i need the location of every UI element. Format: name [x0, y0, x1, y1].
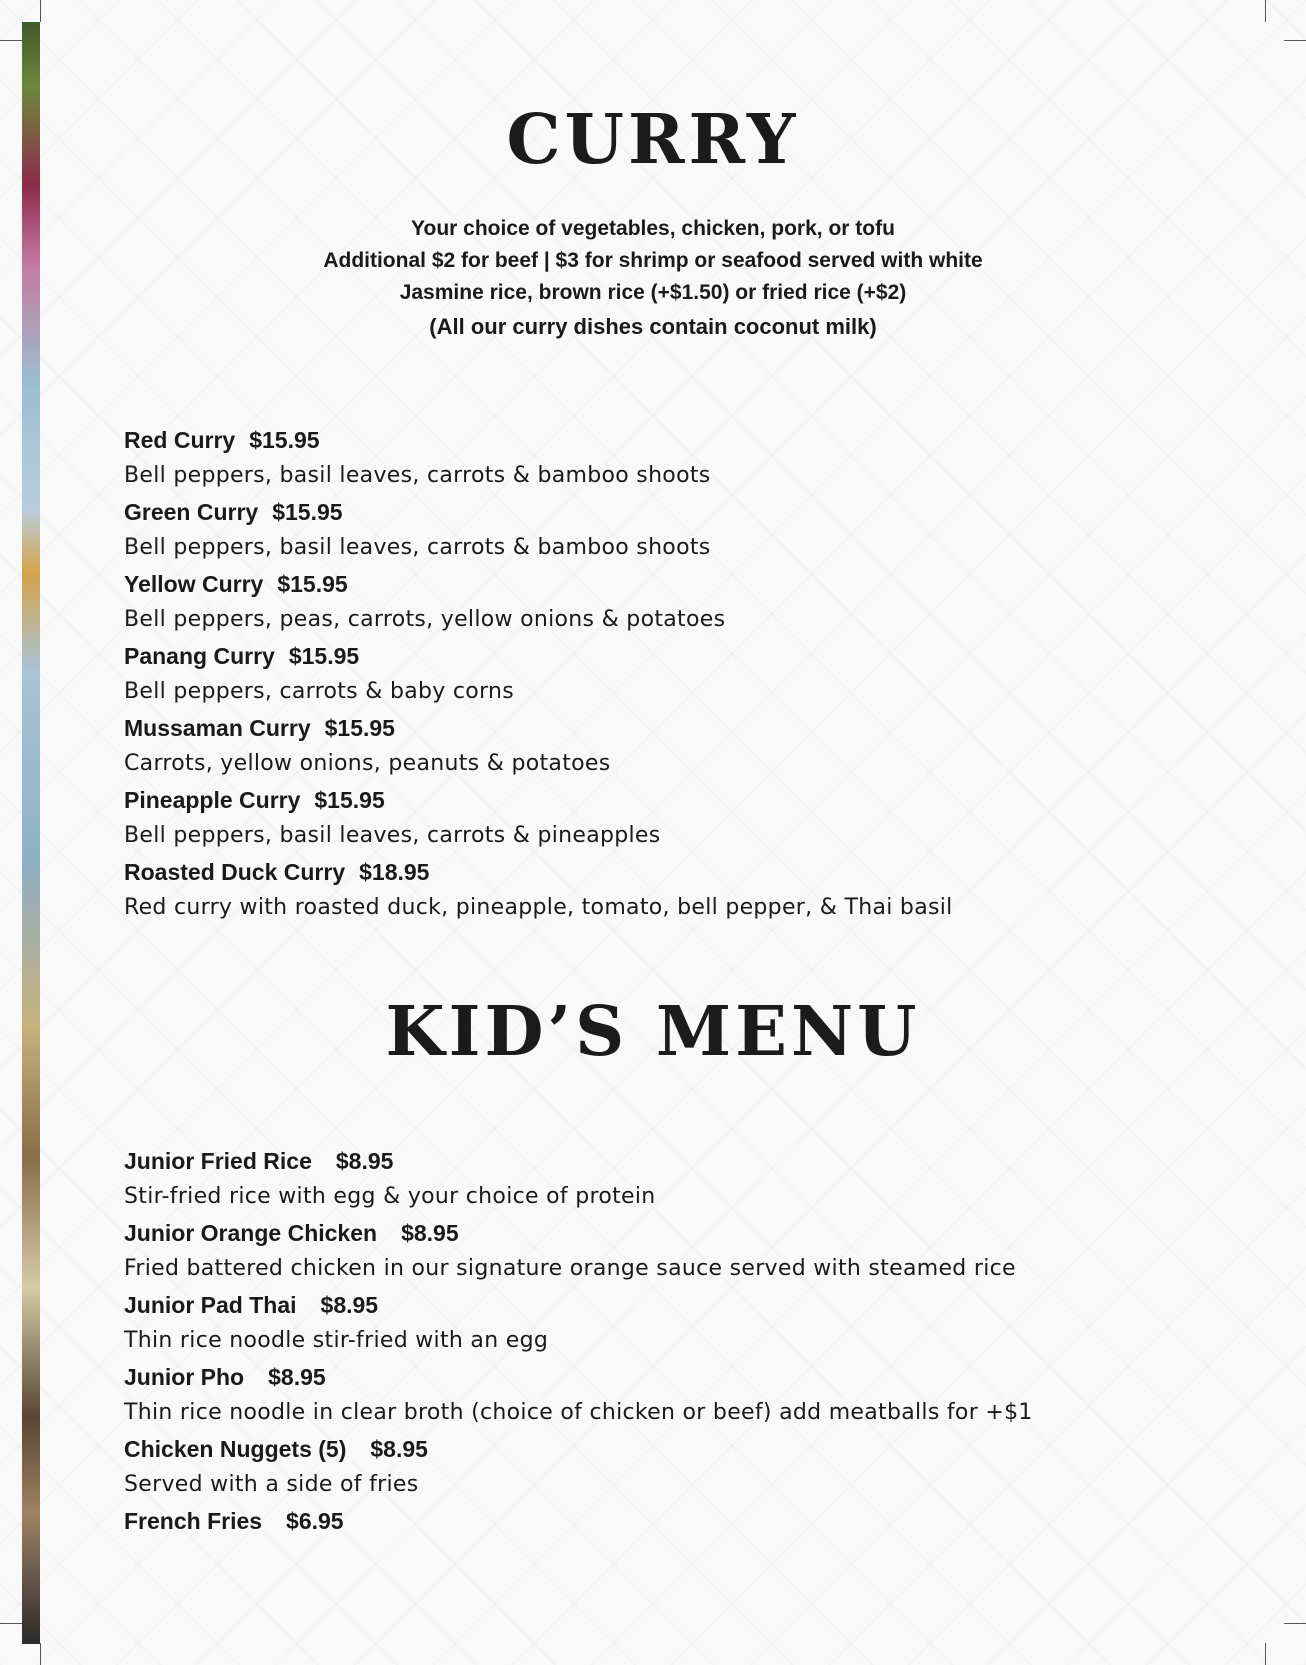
item-description: Bell peppers, basil leaves, carrots & bamboo shoots	[124, 535, 711, 560]
curry-section-title: CURRY	[506, 100, 800, 180]
crop-mark	[0, 40, 22, 41]
item-price: $8.95	[320, 1292, 379, 1318]
item-description: Carrots, yellow onions, peanuts & potatoes	[124, 751, 611, 776]
item-description: Bell peppers, carrots & baby corns	[124, 679, 515, 704]
item-price: $15.95	[272, 499, 343, 525]
menu-item	[124, 638, 1244, 710]
crop-mark	[0, 1623, 22, 1624]
menu-item	[124, 1287, 1244, 1359]
curry-intro	[0, 213, 1306, 345]
kids-item-list	[124, 1143, 1244, 1539]
menu-item	[124, 1503, 1244, 1539]
menu-item	[124, 422, 1244, 494]
coconut-milk-note: (All our curry dishes contain coconut milk)	[429, 314, 877, 339]
menu-item	[124, 854, 1244, 926]
item-name: Yellow Curry	[124, 571, 264, 597]
item-description: Bell peppers, peas, carrots, yellow onions & potatoes	[124, 607, 726, 632]
item-description: Stir-fried rice with egg & your choice of protein	[124, 1184, 656, 1209]
item-price: $15.95	[324, 715, 395, 741]
crop-mark	[1284, 1623, 1306, 1624]
item-name: Chicken Nuggets (5)	[124, 1436, 347, 1462]
curry-item-list	[124, 422, 1244, 926]
item-name: Junior Pho	[124, 1364, 245, 1390]
menu-item	[124, 1431, 1244, 1503]
item-description: Red curry with roasted duck, pineapple, tomato, bell pepper, & Thai basil	[124, 895, 953, 920]
curry-intro-line: Your choice of vegetables, chicken, pork, or tofu	[411, 217, 895, 240]
crop-mark	[40, 0, 41, 22]
item-name: Mussaman Curry	[124, 715, 311, 741]
item-name: Pineapple Curry	[124, 787, 301, 813]
item-price: $8.95	[370, 1436, 428, 1462]
item-name: Green Curry	[124, 499, 259, 525]
item-price: $8.95	[401, 1220, 459, 1246]
item-price: $15.95	[277, 571, 348, 597]
menu-item	[124, 1359, 1244, 1431]
menu-item	[124, 782, 1244, 854]
item-price: $6.95	[286, 1508, 344, 1534]
item-price: $15.95	[314, 787, 385, 813]
crop-mark	[1265, 0, 1266, 22]
item-name: Junior Pad Thai	[124, 1292, 297, 1318]
item-name: Roasted Duck Curry	[124, 859, 346, 885]
menu-item	[124, 1143, 1244, 1215]
menu-item	[124, 494, 1244, 566]
item-description: Thin rice noodle stir-fried with an egg	[124, 1328, 549, 1353]
menu-item	[124, 1215, 1244, 1287]
item-price: $18.95	[359, 859, 430, 885]
menu-item	[124, 566, 1244, 638]
item-description: Bell peppers, basil leaves, carrots & bamboo shoots	[124, 463, 711, 488]
item-description: Bell peppers, basil leaves, carrots & pineapples	[124, 823, 661, 848]
item-name: French Fries	[124, 1508, 263, 1534]
item-name: Red Curry	[124, 427, 236, 453]
crop-mark	[40, 1643, 41, 1665]
item-price: $8.95	[268, 1364, 326, 1390]
item-name: Junior Fried Rice	[124, 1148, 312, 1174]
menu-item	[124, 710, 1244, 782]
item-name: Panang Curry	[124, 643, 275, 669]
curry-intro-line: Jasmine rice, brown rice (+$1.50) or fried rice (+$2)	[399, 281, 907, 304]
item-price: $15.95	[288, 643, 360, 669]
item-description: Thin rice noodle in clear broth (choice of chicken or beef) add meatballs for +$1	[124, 1400, 1033, 1425]
curry-intro-line: Additional $2 for beef | $3 for shrimp or seafood served with white	[323, 249, 983, 272]
item-price: $15.95	[249, 427, 320, 453]
item-description: Served with a side of fries	[124, 1472, 419, 1497]
item-description: Fried battered chicken in our signature orange sauce served with steamed rice	[124, 1256, 1016, 1281]
item-price: $8.95	[335, 1148, 394, 1174]
crop-mark	[1265, 1643, 1266, 1665]
crop-mark	[1284, 40, 1306, 41]
kids-menu-title: KID’S MENU	[385, 992, 921, 1072]
item-name: Junior Orange Chicken	[124, 1220, 378, 1246]
